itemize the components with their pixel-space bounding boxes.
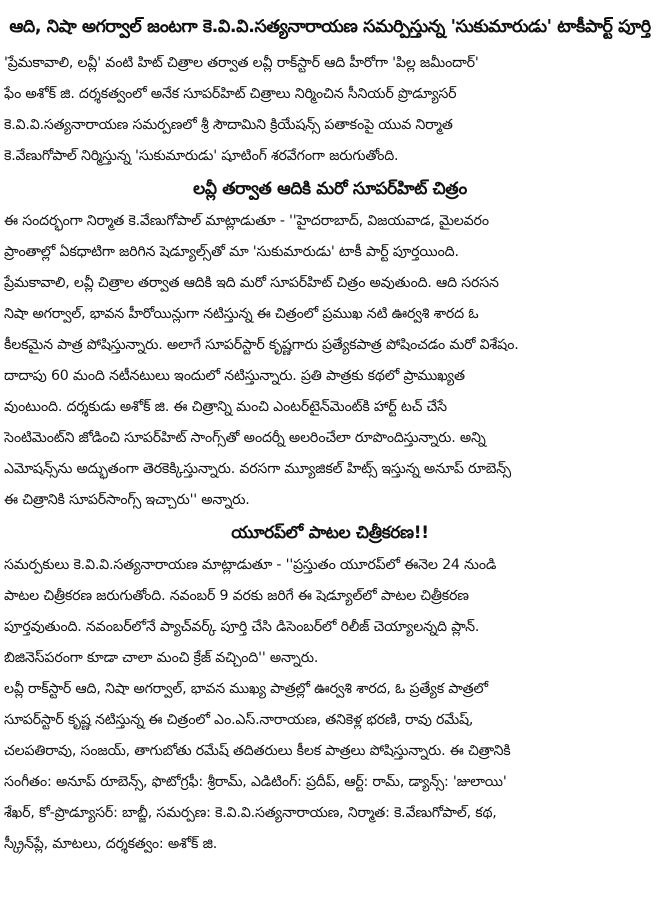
intro-paragraph	[4, 48, 656, 172]
paragraph-line: ఫేం అశోక్ జి. దర్శకత్వంలో అనేక సూపర్‌హిట్ చిత్రాలు నిర్మించిన సీనియర్ ప్రొడ్యూసర్	[4, 86, 457, 102]
paragraph-line: సమర్పకులు కె.వి.వి.సత్యనారాయణ మాట్లాడుతూ - ''ప్రస్తుతం యూరప్‌లో ఈనెల 24 నుండి	[4, 557, 497, 573]
credits-paragraph	[4, 674, 656, 860]
paragraph-line: సూపర్‌స్టార్ కృష్ణ నటిస్తున్న ఈ చిత్రంలో ఎం.ఎస్.నారాయణ, తనికెళ్ల భరణి, రావు రమేష్,	[4, 712, 474, 728]
paragraph-line: బిజినెస్‌పరంగా కూడా చాలా మంచి క్రేజ్ వచ్చింది'' అన్నారు.	[4, 650, 319, 666]
paragraph-line: కె.వి.వి.సత్యనారాయణ సమర్పణలో శ్రీ సౌదామిని క్రియేషన్స్ పతాకంపై యువ నిర్మాత	[4, 117, 453, 133]
paragraph-line: నిషా అగర్వాల్, భావన హీరోయిన్లుగా నటిస్తున్న ఈ చిత్రంలో ప్రముఖ నటి ఊర్వశి శారద ఓ	[4, 306, 479, 322]
paragraph-line: సెంటిమెంట్‌ని జోడించి సూపర్‌హిట్ సాంగ్స్‌తో అందర్నీ అలరించేలా రూపొందిస్తున్నారు. అన్ని	[4, 430, 486, 446]
paragraph-line: ఈ చిత్రానికి సూపర్‌సాంగ్స్ ఇచ్చారు'' అన్నారు.	[4, 492, 250, 508]
paragraph-line: పూర్తవుతుంది. నవంబర్‌లోనే ప్యాచ్‌వర్క్ పూర్తి చేసి డిసెంబర్‌లో రిలీజ్ చెయ్యాలన్నది ప్లాన్.	[4, 619, 480, 635]
paragraph-line: స్క్రీన్‌ప్లే, మాటలు, దర్శకత్వం: అశోక్ జి.	[4, 836, 218, 852]
section2-paragraph	[4, 550, 656, 674]
paragraph-line: చలపతిరావు, సంజయ్, తాగుబోతు రమేష్ తదితరులు కీలక పాత్రలు పోషిస్తున్నారు. ఈ చిత్రానికి	[4, 743, 511, 759]
paragraph-line: 'ప్రేమకావాలి, లవ్లీ' వంటి హిట్ చిత్రాల తర్వాత లవ్లీ రాక్‌స్టార్ ఆది హీరోగా 'పిల్ల జమీందార్'	[4, 55, 479, 71]
paragraph-line: ప్రాంతాల్లో ఏకధాటిగా జరిగిన షెడ్యూల్స్‌తో మా 'సుకుమారుడు' టాకీ పార్ట్ పూర్తయింది.	[4, 244, 459, 260]
section1-paragraph	[4, 206, 656, 516]
paragraph-line: శేఖర్, కో-ప్రొడ్యూసర్: బాబ్జీ, సమర్పణ: కె.వి.వి.సత్యనారాయణ, నిర్మాత: కె.వేణుగోపాల్, కథ,	[4, 805, 497, 821]
paragraph-line: వుంటుంది. దర్శకుడు అశోక్ జి. ఈ చిత్రాన్ని మంచి ఎంటర్‌టైన్‌మెంట్‌కి హార్ట్ టచ్ చేసే	[4, 399, 447, 415]
paragraph-line: కె.వేణుగోపాల్ నిర్మిస్తున్న 'సుకుమారుడు' షూటింగ్ శరవేగంగా జరుగుతోంది.	[4, 148, 399, 164]
paragraph-line: ఈ సందర్భంగా నిర్మాత కె.వేణుగోపాల్ మాట్లాడుతూ - ''హైదరాబాద్, విజయవాడ, మైలవరం	[4, 213, 489, 229]
paragraph-line: ఎమోషన్స్‌ను అద్భుతంగా తెరకెక్కిస్తున్నారు. వరసగా మ్యూజికల్ హిట్స్ ఇస్తున్న అనూప్ రూబెన్స్	[4, 461, 511, 477]
paragraph-line: ప్రేమకావాలి, లవ్లీ చిత్రాల తర్వాత ఆదికి ఇది మరో సూపర్‌హిట్ చిత్రం అవుతుంది. ఆది సరసన	[4, 275, 499, 291]
paragraph-line: లవ్లీ రాక్‌స్టార్ ఆది, నిషా అగర్వాల్, భావన ముఖ్య పాత్రల్లో ఊర్వశి శారద, ఓ ప్రత్యేక పాత్రలో	[4, 681, 488, 697]
subheading-1: లవ్లీ తర్వాత ఆదికి మరో సూపర్‌హిట్ చిత్రం	[193, 179, 467, 199]
paragraph-line: కీలకమైన పాత్ర పోషిస్తున్నారు. అలాగే సూపర్‌స్టార్ కృష్ణగారు ప్రత్యేకపాత్ర పోషించడం మరో విశేషం.	[4, 337, 519, 353]
paragraph-line: సంగీతం: అనూప్ రూబెన్స్, ఫొటోగ్రఫీ: శ్రీరామ్, ఎడిటింగ్: ప్రదీప్, ఆర్ట్: రామ్, డ్యాన్స్: 'జులాయి'	[4, 774, 507, 790]
subheading-2: యూరప్‌లో పాటల చిత్రీకరణ!!	[231, 523, 429, 543]
paragraph-line: పాటల చిత్రీకరణ జరుగుతోంది. నవంబర్ 9 వరకు జరిగే ఈ షెడ్యూల్‌లో పాటల చిత్రీకరణ	[4, 588, 469, 604]
headline: ఆది, నిషా అగర్వాల్ జంటగా కె.వి.వి.సత్యనారాయణ సమర్పిస్తున్న 'సుకుమారుడు' టాకీపార్ట్ పూర్తి	[9, 17, 651, 37]
paragraph-line: దాదాపు 60 మంది నటీనటులు ఇందులో నటిస్తున్నారు. ప్రతి పాత్రకు కథలో ప్రాముఖ్యత	[4, 368, 465, 384]
